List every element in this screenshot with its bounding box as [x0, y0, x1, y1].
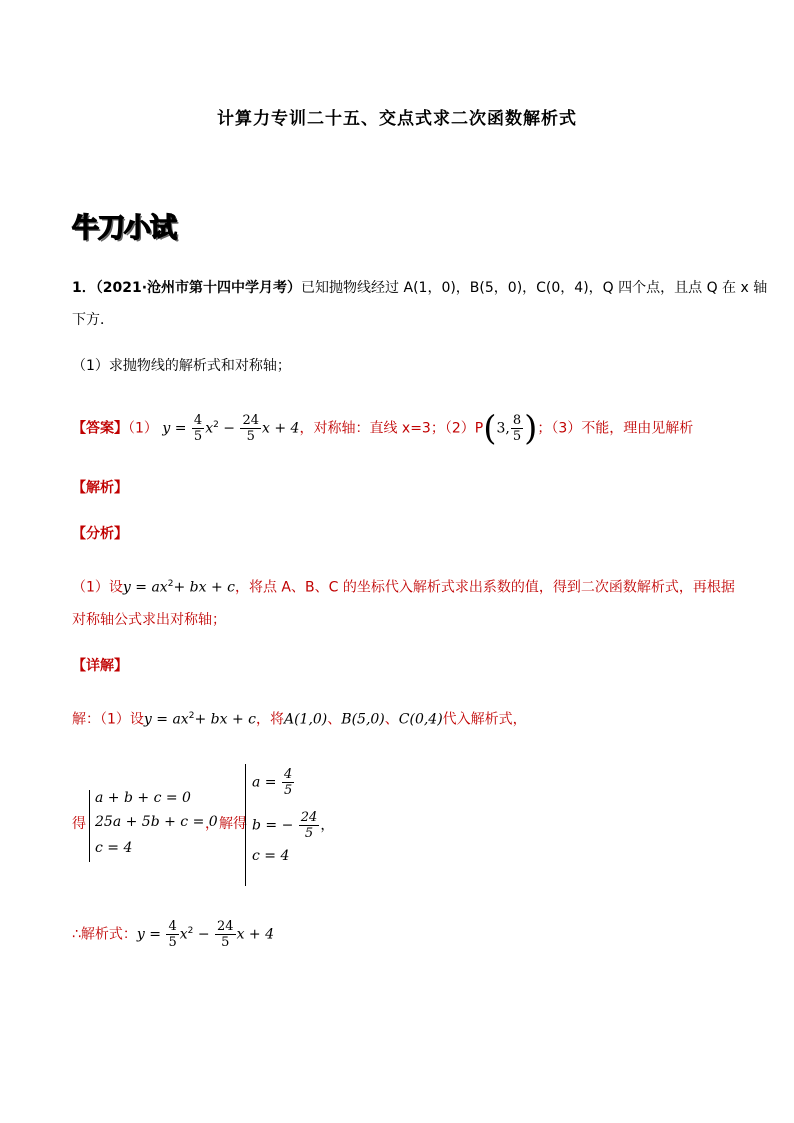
- brace-system-2: [245, 764, 252, 886]
- problem-text-1: 已知抛物线经过 A(1，0)，B(5，0)，C(0，4)，Q 四个点，且点 Q 在 x 轴: [301, 280, 768, 296]
- analysis-line-1: （1）设$y = ax^2+$ bx + c，将点 A、B、C 的坐标代入解析式求出系数的值，得到二次函数解析式，再根据: [72, 579, 735, 596]
- problem-line-1: [72, 278, 767, 298]
- answer-frac-2: $\frac{24}{5}$: [242, 413, 260, 445]
- detail-de: 得: [72, 816, 86, 832]
- problem-sub-1: （1）求抛物线的解析式和对称轴；: [72, 358, 291, 374]
- answer-label: 【答案】: [72, 420, 128, 437]
- eq-3: c = 4: [95, 840, 133, 856]
- sol-c: c = 4: [252, 848, 290, 864]
- section-banner: 牛刀小试: [72, 213, 176, 244]
- detail-line-1: 解：（1）设$y = ax^2+$ bx + c，将A(1,0)、B(5,0)、C(0,4)代入解析式，: [72, 711, 527, 728]
- analysis-label: 【解析】: [72, 480, 128, 496]
- detail-label: 【详解】: [72, 658, 128, 674]
- analysis-sub-label: 【分析】: [72, 526, 128, 542]
- problem-number: 1．: [72, 280, 96, 296]
- answer-part1-prefix: （1）: [128, 420, 158, 437]
- sol-a: a = $\frac{4}{5}$: [252, 767, 293, 798]
- final-line: ∴解析式：y = $\frac{4}{5}$ $x^2$ − $\frac{24}{5}$ x + 4: [72, 919, 275, 951]
- sol-b: b = − $\frac{24}{5}$ ，: [252, 810, 335, 841]
- answer-line: 【答案】（1） y = $\frac{4}{5}$ $x^2$ − $\frac{24}{5}$ x + 4，对称轴：直线 x=3；（2）P(3, $\frac{8}{5}$ )；（3）不能，理由见解析: [72, 408, 694, 449]
- answer-rest: ；（3）不能，理由见解析: [537, 420, 694, 437]
- answer-y-eq: y =: [162, 420, 187, 437]
- analysis-line-2: 对称轴公式求出对称轴；: [72, 612, 226, 628]
- answer-frac-p: $\frac{8}{5}$: [512, 413, 522, 445]
- answer-axis-text: ，对称轴：直线 x=3；（2）P: [299, 420, 484, 437]
- eq-2: 25a + 5b + c = 0: [95, 814, 218, 830]
- page-title: 计算力专训二十五、交点式求二次函数解析式: [217, 109, 577, 129]
- problem-source: （2021·沧州市第十四中学月考）: [95, 280, 302, 296]
- detail-solve: ，解得: [205, 816, 247, 832]
- answer-frac-1: $\frac{4}{5}$: [193, 413, 203, 445]
- problem-line-2: 下方．: [72, 312, 114, 328]
- eq-1: a + b + c = 0: [95, 790, 191, 806]
